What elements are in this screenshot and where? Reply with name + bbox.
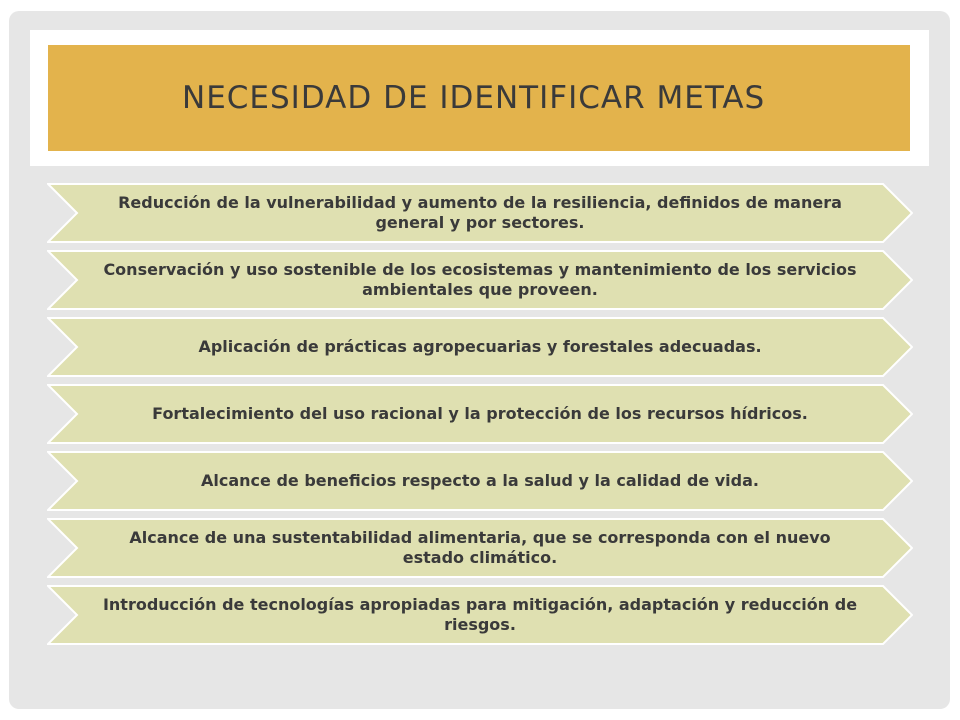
- chevron-item-2: [47, 250, 913, 310]
- slide-title: NECESIDAD DE IDENTIFICAR METAS: [182, 80, 766, 116]
- chevron-label: Fortalecimiento del uso racional y la protección de los recursos hídricos.: [152, 404, 808, 423]
- title-band: [48, 45, 910, 151]
- chevron-label: Aplicación de prácticas agropecuarias y forestales adecuadas.: [198, 337, 762, 356]
- chevron-label: Conservación y uso sostenible de los ecosistemas y mantenimiento de los servicios ambientales que proveen.: [103, 260, 857, 299]
- chevron-label: Introducción de tecnologías apropiadas para mitigación, adaptación y reducción de riesgos.: [102, 595, 858, 634]
- chevron-label: Alcance de beneficios respecto a la salud y la calidad de vida.: [201, 471, 759, 490]
- chevron-item-1: [47, 183, 913, 243]
- chevron-item-6: [47, 518, 913, 578]
- chevron-item-4: [47, 384, 913, 444]
- chevron-label: Alcance de una sustentabilidad alimentaria, que se corresponda con el nuevo estado climático.: [129, 528, 831, 567]
- chevron-label: Reducción de la vulnerabilidad y aumento de la resiliencia, definidos de manera general y por sectores.: [118, 193, 842, 232]
- chevron-item-5: [47, 451, 913, 511]
- chevron-item-3: [47, 317, 913, 377]
- chevron-item-7: [47, 585, 913, 645]
